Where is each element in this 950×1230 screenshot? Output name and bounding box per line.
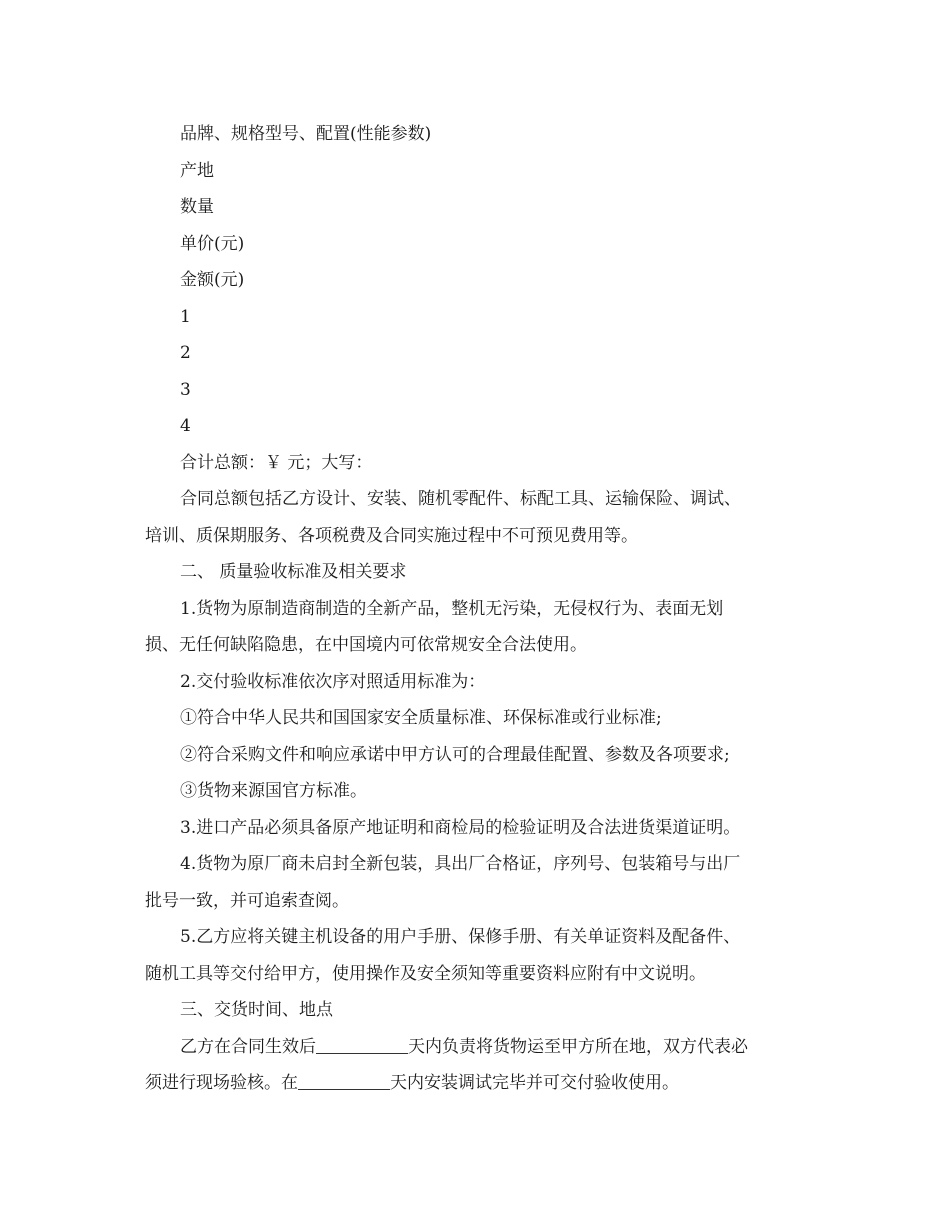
section-2-item-5-line-1: 5.乙方应将关键主机设备的用户手册、保修手册、有关单证资料及配备件、 — [180, 927, 741, 947]
section-3-line-1-start: 乙方在合同生效后 — [180, 1036, 316, 1057]
section-3-line-1 — [145, 1029, 805, 1066]
section-3-line-2-end: 天内安装调试完毕并可交付验收使用。 — [390, 1073, 679, 1093]
section-2-sub-2: ②符合采购文件和响应承诺中甲方认可的合理最佳配置、参数及各项要求; — [180, 744, 730, 765]
section-3-line-2-start: 须进行现场验核。在 — [145, 1073, 298, 1093]
header-origin: 产地 — [180, 160, 214, 181]
section-2-item-4-line-1: 4.货物为原厂商未启封全新包装，具出厂合格证，序列号、包装箱号与出厂 — [180, 854, 741, 874]
total-note-line-1: 合同总额包括乙方设计、安装、随机零配件、标配工具、运输保险、调试、 — [180, 489, 741, 509]
total-note-line-2: 培训、质保期服务、各项税费及合同实施过程中不可预见费用等。 — [145, 525, 638, 546]
header-quantity: 数量 — [180, 197, 214, 217]
section-2-sub-3: ③货物来源国官方标准。 — [180, 781, 367, 801]
section-2-item-2: 2.交付验收标准依次序对照适用标准为： — [180, 671, 486, 692]
section-2-item-5-line-2: 随机工具等交付给甲方，使用操作及安全须知等重要资料应附有中文说明。 — [145, 963, 706, 984]
section-3-title: 三、交货时间、地点 — [180, 1000, 333, 1020]
row-number-4: 4 — [180, 416, 191, 436]
document-body — [145, 116, 805, 1102]
row-number-3: 3 — [180, 379, 191, 400]
days-blank-1 — [316, 1036, 408, 1054]
section-3-line-2 — [145, 1065, 805, 1102]
section-2-sub-1: ①符合中华人民共和国国家安全质量标准、环保标准或行业标准; — [180, 708, 662, 728]
row-number-1: 1 — [180, 306, 191, 327]
row-number-2: 2 — [180, 343, 191, 363]
header-amount: 金额(元) — [180, 270, 245, 290]
days-blank-2 — [298, 1072, 390, 1090]
section-2-item-4-line-2: 批号一致，并可追索查阅。 — [145, 890, 349, 911]
total-amount: 合计总额：￥ 元；大写： — [180, 452, 373, 473]
section-2-item-1-line-2: 损、无任何缺陷隐患，在中国境内可依常规安全合法使用。 — [145, 635, 587, 655]
section-2-title: 二、 质量验收标准及相关要求 — [180, 562, 407, 582]
header-unit-price: 单价(元) — [180, 233, 245, 254]
section-2-item-1-line-1: 1.货物为原制造商制造的全新产品，整机无污染，无侵权行为、表面无划 — [180, 598, 724, 619]
section-3-line-1-end: 天内负责将货物运至甲方所在地，双方代表必 — [408, 1036, 748, 1057]
header-brand-spec: 品牌、规格型号、配置(性能参数) — [180, 124, 432, 144]
section-2-item-3: 3.进口产品必须具备原产地证明和商检局的检验证明及合法进货渠道证明。 — [180, 817, 741, 838]
